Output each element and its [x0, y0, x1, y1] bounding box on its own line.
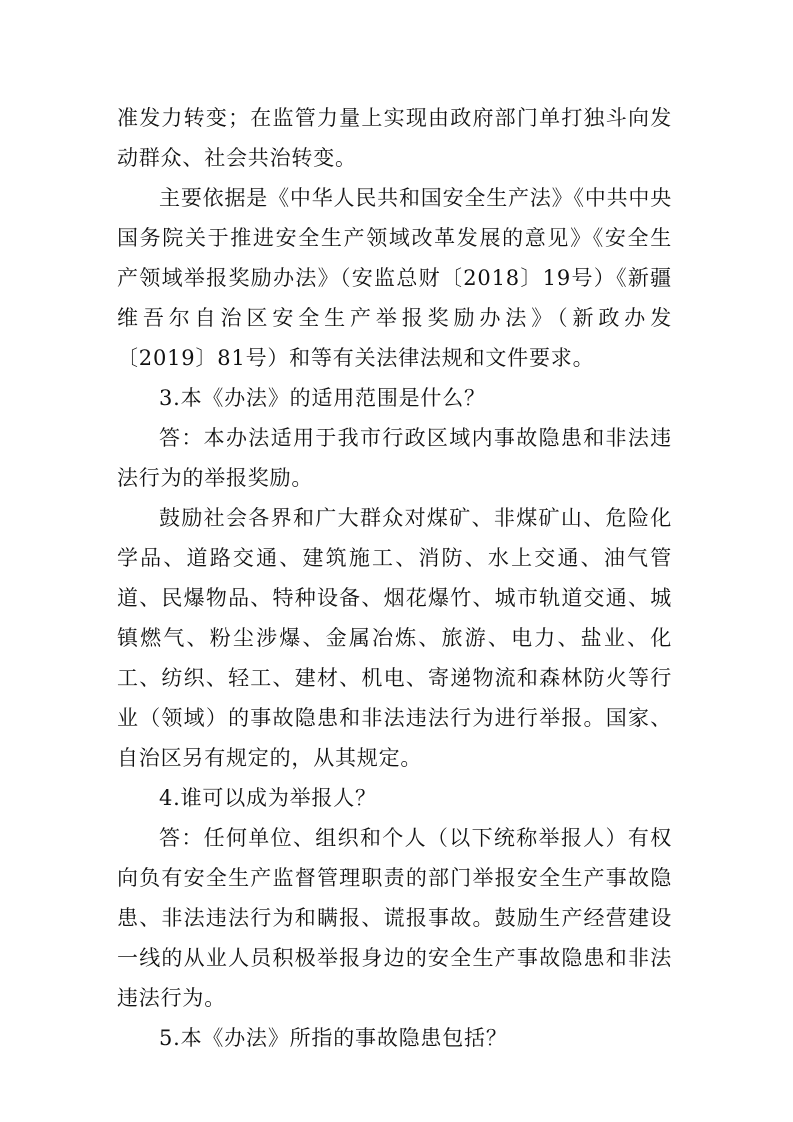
- paragraph-industries: 鼓励社会各界和广大群众对煤矿、非煤矿山、危险化学品、道路交通、建筑施工、消防、水上交通、油气管道、民爆物品、特种设备、烟花爆竹、城市轨道交通、城镇燃气、粉尘涉爆、金属冶炼、旅游、电力、盐业、化工、纺织、轻工、建材、机电、寄递物流和森林防火等行业（领域）的事故隐患和非法违法行为进行举报。国家、自治区另有规定的，从其规定。: [117, 506, 672, 770]
- document-body: [117, 98, 672, 1058]
- answer-4: 答：任何单位、组织和个人（以下统称举报人）有权向负有安全生产监督管理职责的部门举报安全生产事故隐患、非法违法行为和瞒报、谎报事故。鼓励生产经营建设一线的从业人员积极举报身边的安全生产事故隐患和非法违法行为。: [117, 826, 672, 1010]
- question-5-heading: 5.本《办法》所指的事故隐患包括？: [159, 1026, 508, 1050]
- question-3-heading: 3.本《办法》的适用范围是什么？: [159, 386, 486, 410]
- question-4-heading: 4.谁可以成为举报人？: [159, 786, 377, 810]
- paragraph-legal-basis: 主要依据是《中华人民共和国安全生产法》《中共中央国务院关于推进安全生产领域改革发展的意见》《安全生产领域举报奖励办法》（安监总财〔2018〕19号）《新疆维吾尔自治区安全生产举报奖励办法》（新政办发〔2019〕81号）和等有关法律法规和文件要求。: [117, 186, 672, 370]
- paragraph-continuation: 准发力转变；在监管力量上实现由政府部门单打独斗向发动群众、社会共治转变。: [117, 106, 672, 170]
- answer-3: 答：本办法适用于我市行政区域内事故隐患和非法违法行为的举报奖励。: [117, 426, 672, 490]
